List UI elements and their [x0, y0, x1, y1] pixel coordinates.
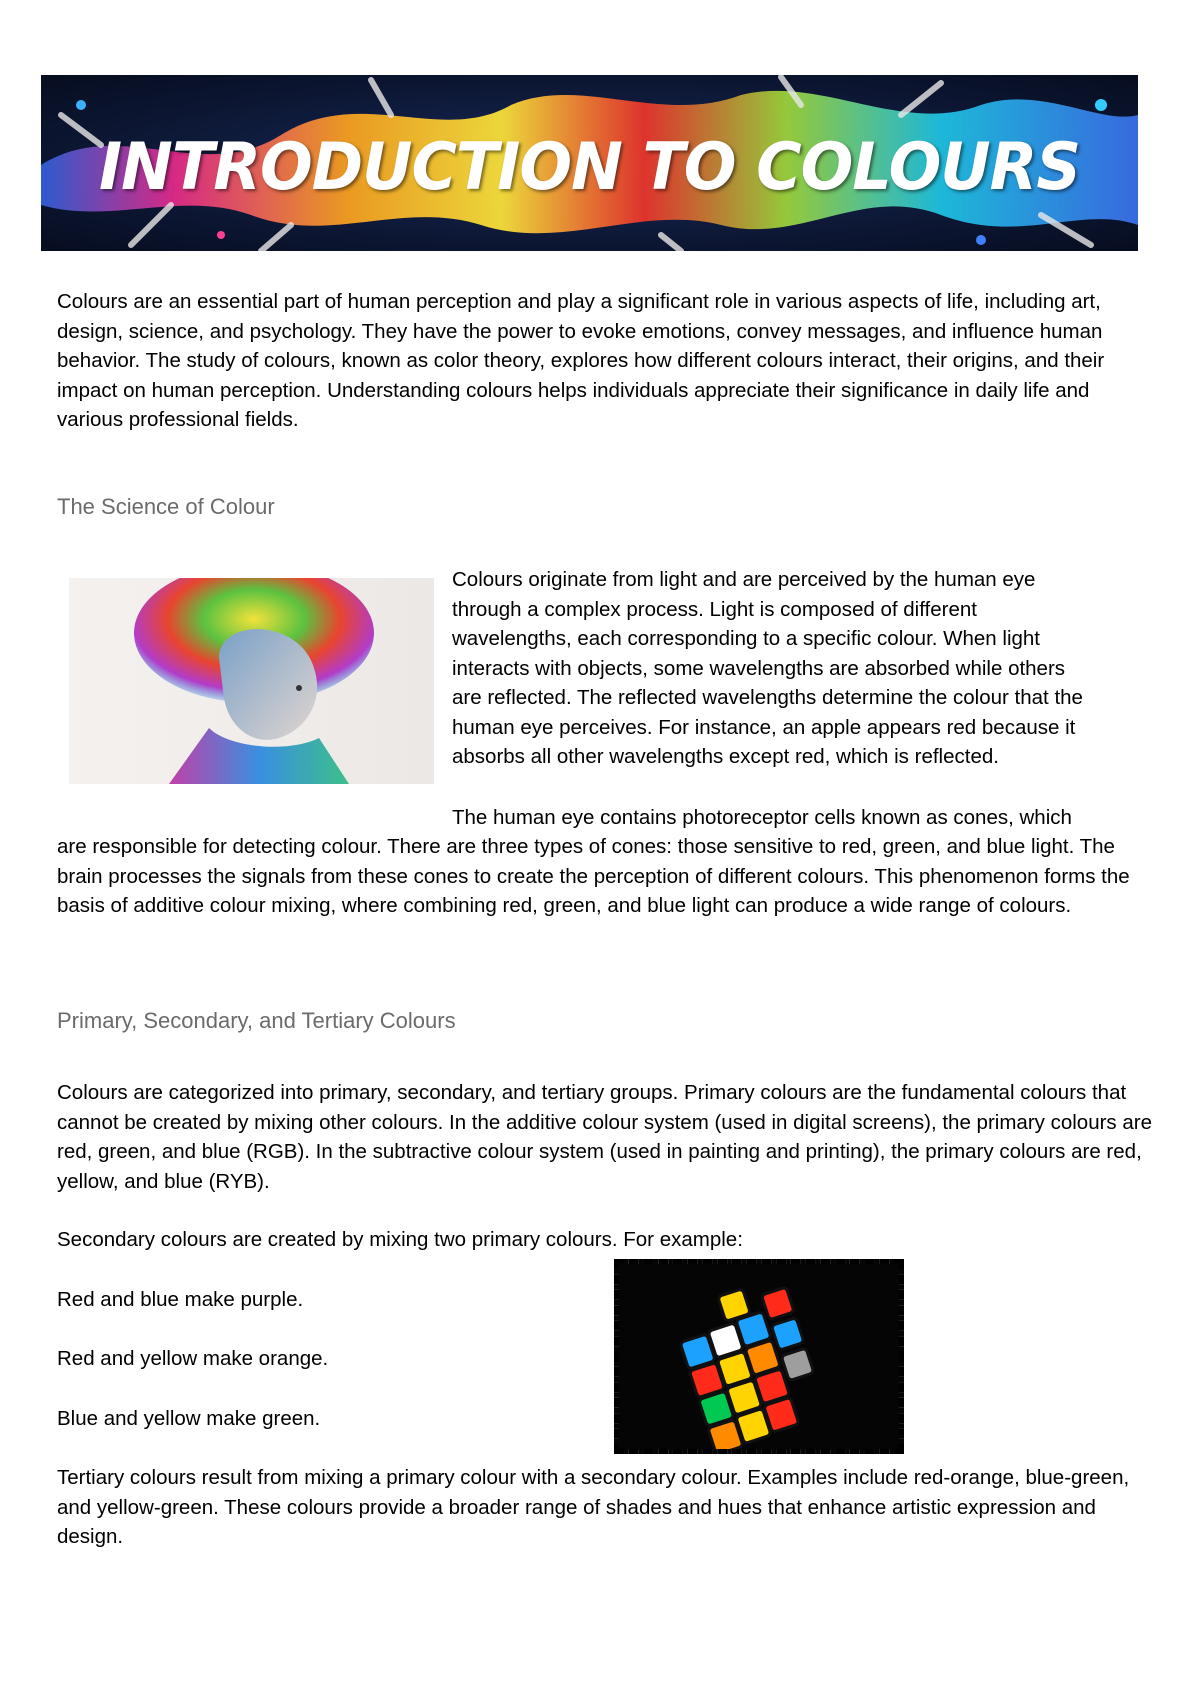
header-banner-image — [41, 75, 1138, 251]
banner-title: INTRODUCTION TO COLOURS — [98, 128, 1081, 205]
science-paragraph-2-first-line: The human eye contains photoreceptor cells known as cones, which — [452, 806, 1072, 829]
text-line: absorbs all other wavelengths except red, which is reflected. — [452, 745, 999, 768]
secondary-colours-intro: Secondary colours are created by mixing two primary colours. For example: — [57, 1228, 743, 1251]
section-heading-colour-groups: Primary, Secondary, and Tertiary Colours — [57, 1008, 456, 1033]
section-heading-science: The Science of Colour — [57, 494, 275, 519]
text-line: are reflected. The reflected wavelengths determine the colour that the — [452, 686, 1083, 709]
text-line: human eye perceives. For instance, an apple appears red because it — [452, 715, 1076, 739]
primary-colours-paragraph: Colours are categorized into primary, secondary, and tertiary groups. Primary colours are the fundamental colours that cannot be created by mixing other colours. In the additive colour system (used in digital screens), the primary colours are red, green, and blue (RGB). In the subtractive colour system (used in painting and printing), the primary colours are red, yellow, and blue (RYB). — [57, 1081, 1152, 1193]
text-line: interacts with objects, some wavelengths are absorbed while others — [452, 656, 1066, 680]
example-item: Blue and yellow make green. — [57, 1407, 321, 1430]
colourful-face-illustration — [69, 578, 434, 784]
intro-paragraph: Colours are an essential part of human perception and play a significant role in various aspects of life, including art, design, science, and psychology. They have the power to evoke emotions, convey messages, and influence human behavior. The study of colours, known as color theory, explores how different colours interact, their origins, and their impact on human perception. Understanding colours helps individuals appreciate their significance in daily life and various professional fields. — [57, 290, 1105, 431]
text-line: Colours originate from light and are perceived by the human eye — [452, 568, 1036, 591]
rubiks-cube-photo — [614, 1259, 904, 1454]
example-item: Red and blue make purple. — [57, 1288, 304, 1311]
tertiary-colours-paragraph: Tertiary colours result from mixing a primary colour with a secondary colour. Examples include red-orange, blue-green, and yellow-green. These colours provide a broader range of shades and hues that enhance artistic expression and design. — [57, 1466, 1130, 1548]
text-line: wavelengths, each corresponding to a specific colour. When light — [452, 627, 1041, 650]
example-item: Red and yellow make orange. — [57, 1347, 329, 1370]
text-line: through a complex process. Light is composed of different — [452, 597, 977, 621]
science-paragraph-2: are responsible for detecting colour. There are three types of cones: those sensitive to red, green, and blue light. The brain processes the signals from these cones to create the perception of different colours. This phenomenon forms the basis of additive colour mixing, where combining red, green, and blue light can produce a wide range of colours. — [57, 835, 1130, 917]
science-paragraph-1 — [452, 565, 1172, 772]
